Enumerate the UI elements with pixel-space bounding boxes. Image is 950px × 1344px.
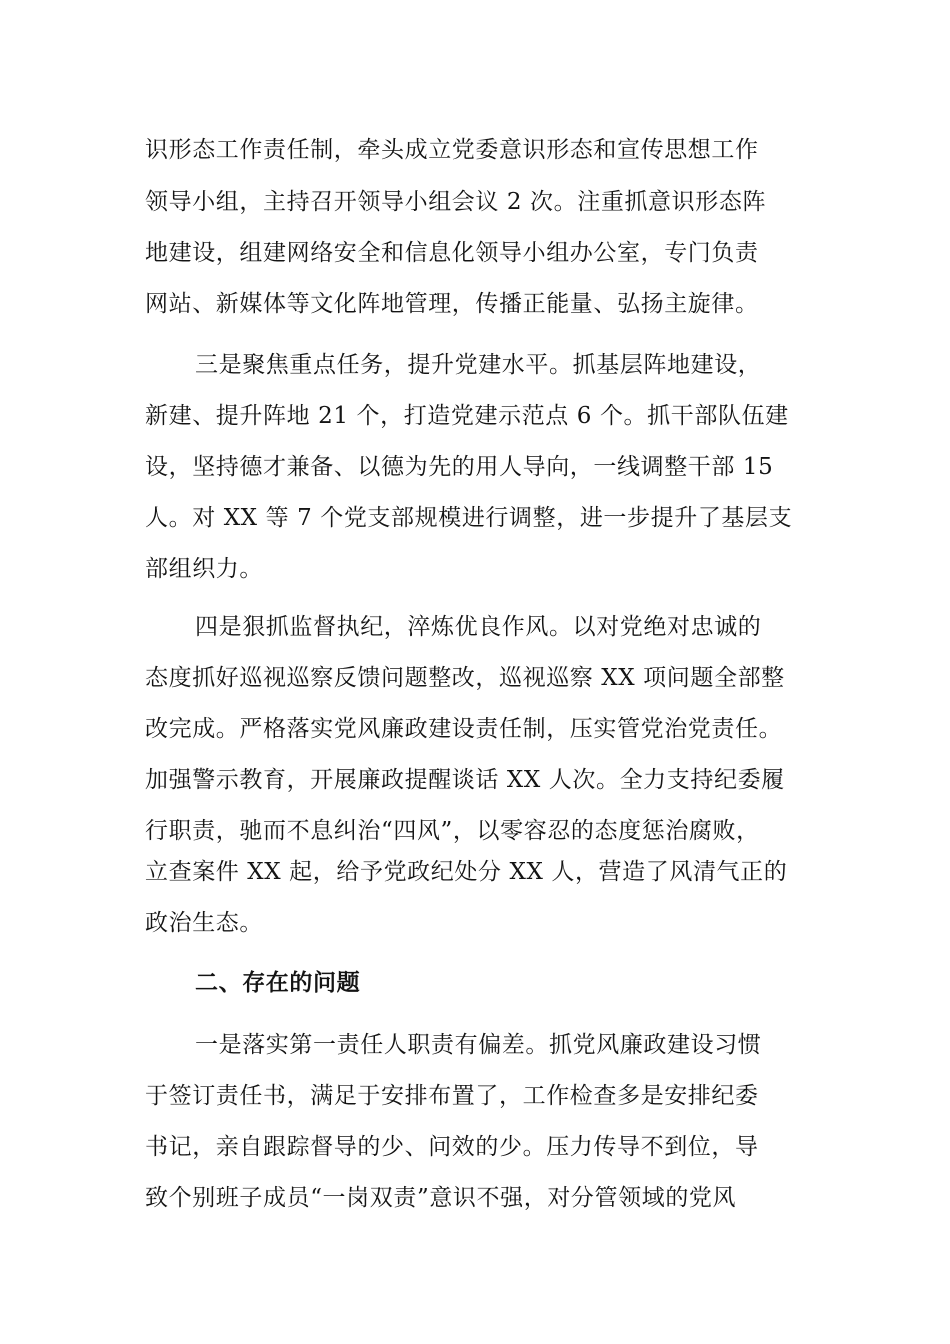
paragraph-line: 改完成。严格落实党风廉政建设责任制，压实管党治党责任。 <box>145 716 783 742</box>
paragraph-line: 人。对 XX 等 7 个党支部规模进行调整，进一步提升了基层支 <box>145 505 793 531</box>
paragraph-line: 书记，亲自跟踪督导的少、问效的少。压力传导不到位，导 <box>145 1134 759 1160</box>
paragraph-line: 识形态工作责任制，牵头成立党委意识形态和宣传思想工作 <box>145 137 759 163</box>
section-heading: 二、存在的问题 <box>195 970 361 996</box>
paragraph-line: 新建、提升阵地 21 个，打造党建示范点 6 个。抓干部队伍建 <box>145 403 789 429</box>
paragraph-line: 行职责，驰而不息纠治“四风”，以零容忍的态度惩治腐败， <box>145 818 760 844</box>
paragraph-line: 政治生态。 <box>145 910 263 936</box>
paragraph-line: 地建设，组建网络安全和信息化领导小组办公室，专门负责 <box>145 240 759 266</box>
paragraph-line: 设，坚持德才兼备、以德为先的用人导向，一线调整干部 15 <box>145 454 774 480</box>
paragraph-line: 加强警示教育，开展廉政提醒谈话 XX 人次。全力支持纪委履 <box>145 767 785 793</box>
paragraph-line: 四是狠抓监督执纪，淬炼优良作风。以对党绝对忠诚的 <box>195 614 762 640</box>
paragraph-line: 一是落实第一责任人职责有偏差。抓党风廉政建设习惯 <box>195 1032 762 1058</box>
paragraph-line: 态度抓好巡视巡察反馈问题整改，巡视巡察 XX 项问题全部整 <box>145 665 785 691</box>
paragraph-line: 领导小组，主持召开领导小组会议 2 次。注重抓意识形态阵 <box>145 189 767 215</box>
paragraph-line: 三是聚焦重点任务，提升党建水平。抓基层阵地建设， <box>195 352 762 378</box>
paragraph-line: 立查案件 XX 起，给予党政纪处分 XX 人，营造了风清气正的 <box>145 859 788 885</box>
paragraph-line: 致个别班子成员“一岗双责”意识不强，对分管领域的党风 <box>145 1185 737 1211</box>
paragraph-line: 于签订责任书，满足于安排布置了，工作检查多是安排纪委 <box>145 1083 759 1109</box>
paragraph-line: 网站、新媒体等文化阵地管理，传播正能量、弘扬主旋律。 <box>145 291 759 317</box>
paragraph-line: 部组织力。 <box>145 556 263 582</box>
